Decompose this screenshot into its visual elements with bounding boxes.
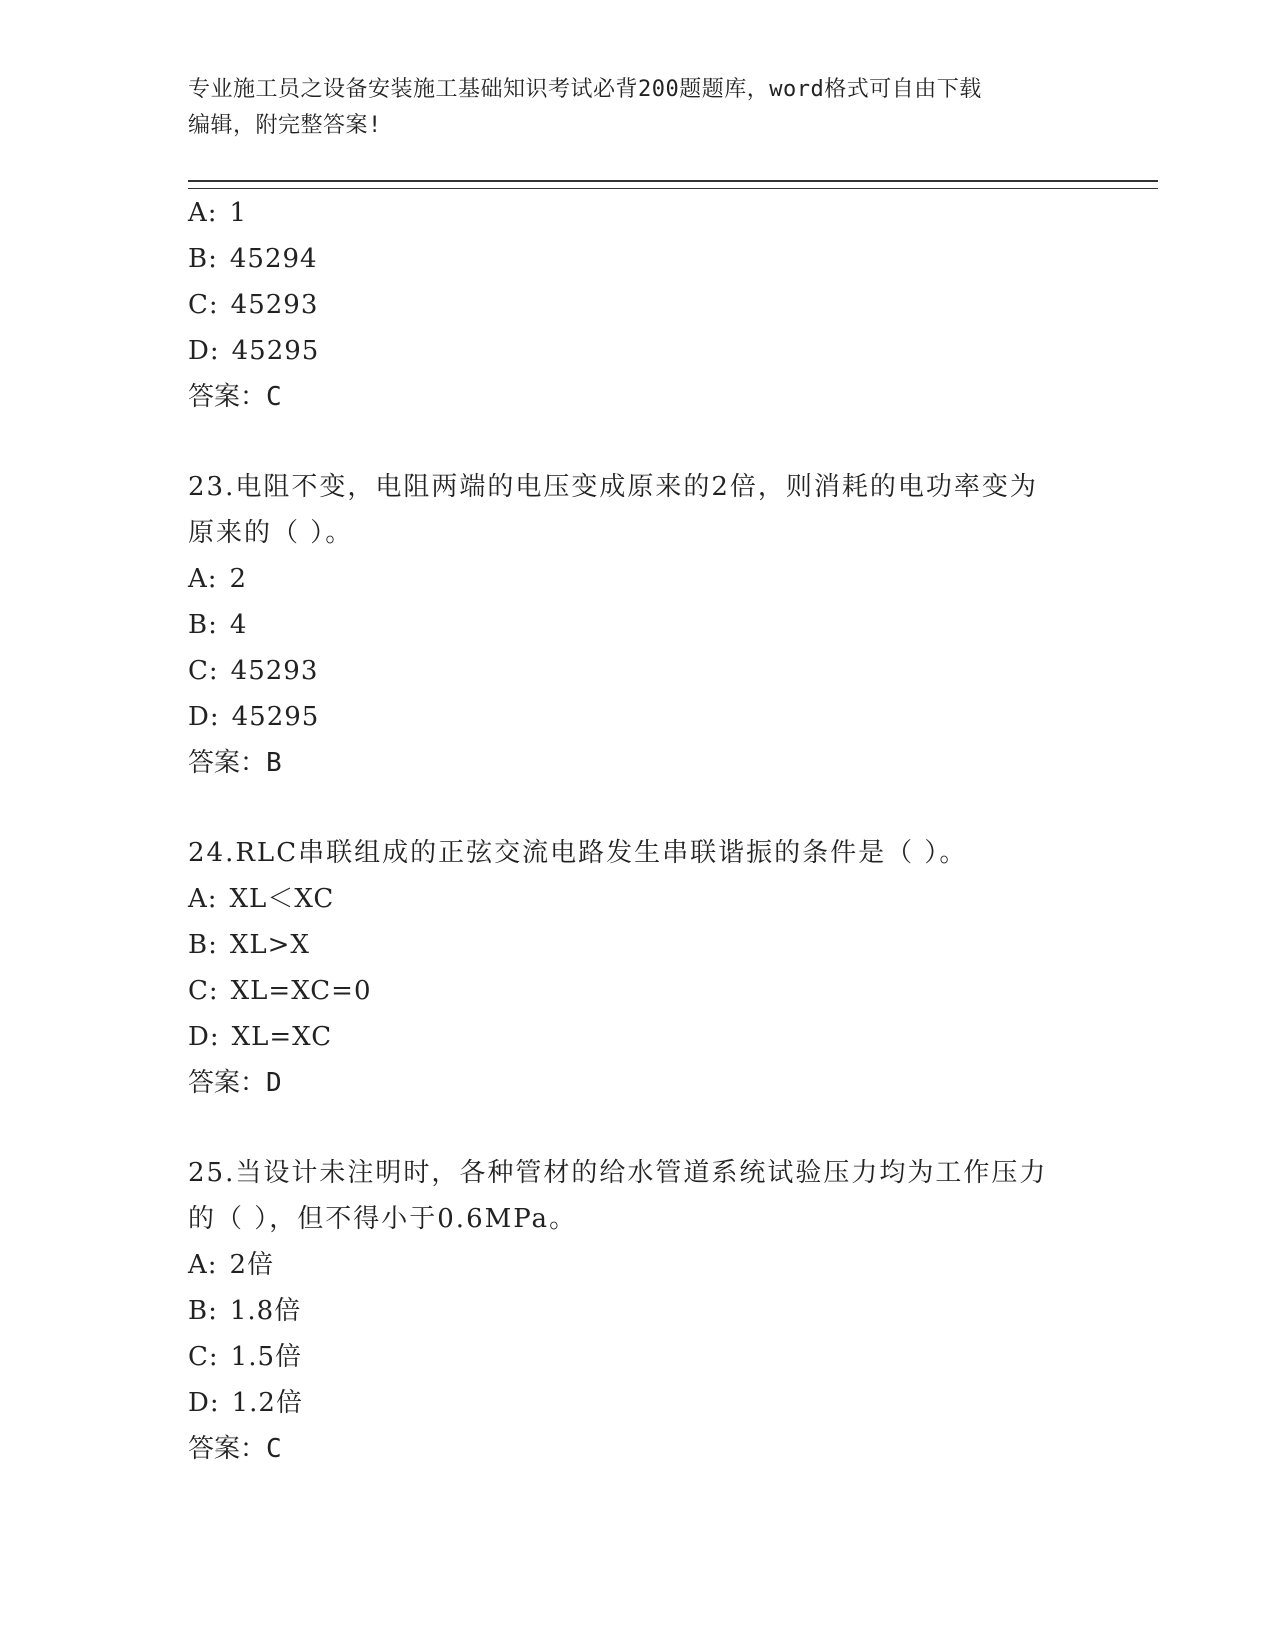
option-key: A: bbox=[188, 884, 218, 914]
option-value: 45293 bbox=[230, 656, 319, 686]
option-value: 4 bbox=[229, 610, 248, 640]
option-d bbox=[188, 694, 1088, 740]
question-text-line-1: 24.RLC串联组成的正弦交流电路发生串联谐振的条件是（ ）。 bbox=[188, 838, 968, 868]
question-text-line-2: 的（ ），但不得小于0.6MPa。 bbox=[188, 1204, 578, 1234]
option-b bbox=[188, 922, 1088, 968]
spacer bbox=[188, 786, 1088, 830]
option-value: 45293 bbox=[230, 290, 319, 320]
option-b bbox=[188, 602, 1088, 648]
option-key: D: bbox=[188, 1022, 220, 1052]
question-25 bbox=[188, 1150, 1088, 1472]
option-key: C: bbox=[188, 290, 219, 320]
option-d bbox=[188, 1380, 1088, 1426]
answer-line: 答案：B bbox=[188, 748, 282, 778]
answer-line: 答案：D bbox=[188, 1068, 282, 1098]
option-key: B: bbox=[188, 610, 218, 640]
option-key: A: bbox=[188, 1250, 218, 1280]
option-key: C: bbox=[188, 1342, 219, 1372]
option-value: 1.2倍 bbox=[231, 1388, 303, 1418]
option-value: 2 bbox=[229, 564, 248, 594]
option-c bbox=[188, 648, 1088, 694]
option-a bbox=[188, 190, 1088, 236]
option-key: B: bbox=[188, 1296, 218, 1326]
option-a bbox=[188, 556, 1088, 602]
option-d bbox=[188, 1014, 1088, 1060]
option-value: 1.8倍 bbox=[229, 1296, 302, 1326]
option-value: 2倍 bbox=[229, 1250, 275, 1280]
option-value: XL=XC=0 bbox=[230, 976, 372, 1006]
option-value: XL=XC bbox=[231, 1022, 333, 1052]
option-key: B: bbox=[188, 244, 218, 274]
option-value: XL＜XC bbox=[229, 884, 335, 914]
question-22-continued bbox=[188, 190, 1088, 420]
option-d bbox=[188, 328, 1088, 374]
option-value: 1.5倍 bbox=[230, 1342, 303, 1372]
option-b bbox=[188, 236, 1088, 282]
question-text-line-1: 23.电阻不变，电阻两端的电压变成原来的2倍，则消耗的电功率变为 bbox=[188, 472, 1038, 502]
document-header bbox=[188, 72, 1088, 144]
header-divider bbox=[188, 180, 1158, 189]
option-value: 45294 bbox=[229, 244, 318, 274]
option-key: D: bbox=[188, 336, 220, 366]
option-c bbox=[188, 1334, 1088, 1380]
question-24 bbox=[188, 830, 1088, 1106]
option-key: A: bbox=[188, 198, 218, 228]
option-value: XL>X bbox=[229, 930, 310, 960]
spacer bbox=[188, 1106, 1088, 1150]
option-a bbox=[188, 1242, 1088, 1288]
header-title-line-2: 编辑，附完整答案! bbox=[188, 113, 382, 138]
answer-line: 答案：C bbox=[188, 382, 282, 412]
question-text-line-2: 原来的（ ）。 bbox=[188, 518, 354, 548]
question-text-line-1: 25.当设计未注明时，各种管材的给水管道系统试验压力均为工作压力 bbox=[188, 1158, 1048, 1188]
option-c bbox=[188, 968, 1088, 1014]
option-key: D: bbox=[188, 702, 220, 732]
spacer bbox=[188, 420, 1088, 464]
option-value: 45295 bbox=[231, 702, 320, 732]
option-key: C: bbox=[188, 976, 219, 1006]
option-key: D: bbox=[188, 1388, 220, 1418]
option-key: A: bbox=[188, 564, 218, 594]
answer-line: 答案：C bbox=[188, 1434, 282, 1464]
option-b bbox=[188, 1288, 1088, 1334]
option-c bbox=[188, 282, 1088, 328]
document-body bbox=[188, 190, 1088, 1472]
header-title-line-1: 专业施工员之设备安装施工基础知识考试必背200题题库，word格式可自由下载 bbox=[188, 77, 982, 102]
option-value: 45295 bbox=[231, 336, 320, 366]
option-value: 1 bbox=[229, 198, 248, 228]
option-key: C: bbox=[188, 656, 219, 686]
question-23 bbox=[188, 464, 1088, 786]
option-key: B: bbox=[188, 930, 218, 960]
option-a bbox=[188, 876, 1088, 922]
